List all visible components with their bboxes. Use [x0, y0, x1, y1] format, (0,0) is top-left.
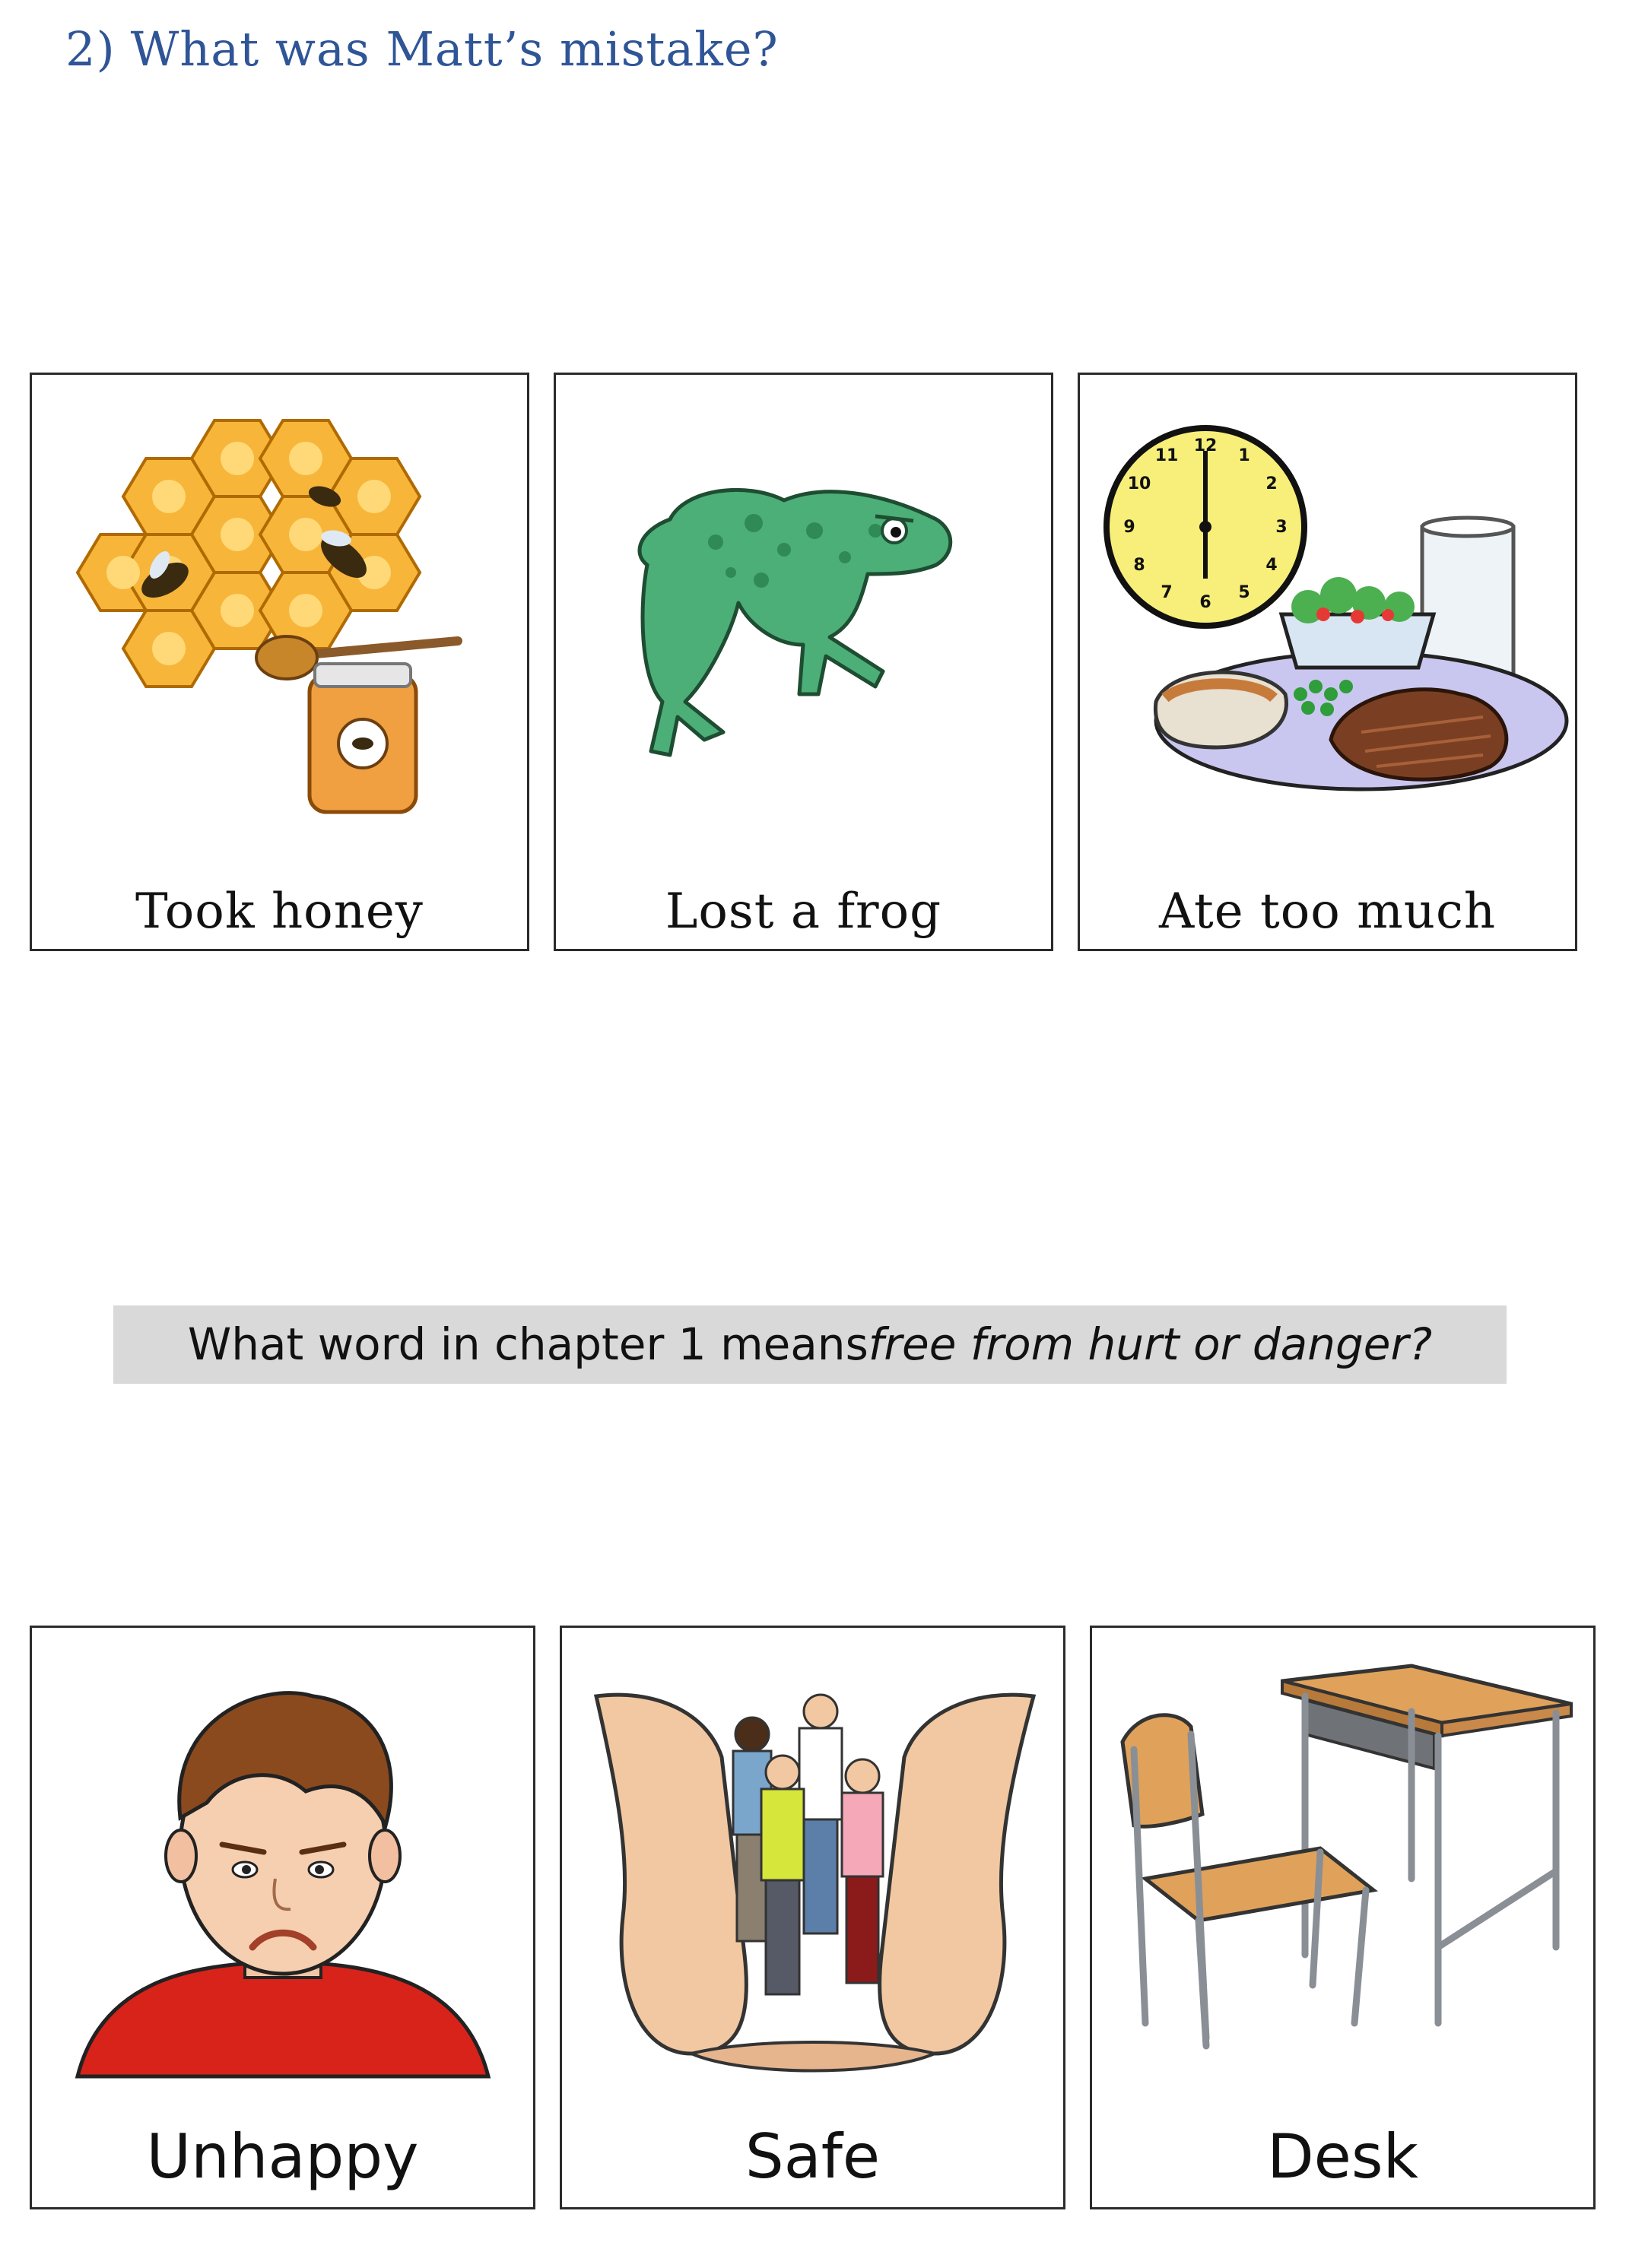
choice-label: Safe [745, 2121, 881, 2192]
dinner-plate-icon [1080, 375, 1575, 846]
cupped-hands-children-icon [562, 1628, 1063, 2084]
question-heading [65, 21, 779, 77]
choice-card-unhappy[interactable] [30, 1626, 535, 2209]
svg-text:4: 4 [1265, 556, 1278, 575]
svg-text:11: 11 [1154, 446, 1179, 465]
svg-text:8: 8 [1133, 556, 1145, 575]
svg-text:6: 6 [1199, 593, 1211, 612]
frog-icon [556, 375, 1051, 846]
choice-card-lost-frog[interactable] [554, 373, 1053, 951]
svg-text:10: 10 [1127, 474, 1151, 493]
svg-text:7: 7 [1161, 583, 1173, 602]
question-text: What was Matt’s mistake? [130, 21, 779, 77]
choice-label: Lost a frog [665, 883, 942, 940]
desk-and-chair-icon [1092, 1628, 1593, 2084]
svg-text:2: 2 [1265, 474, 1278, 493]
question-number: 2) [65, 21, 116, 77]
choice-card-ate-too-much[interactable] [1078, 373, 1577, 951]
unhappy-boy-icon [32, 1628, 533, 2084]
honeycomb-icon [32, 375, 527, 846]
svg-text:5: 5 [1238, 583, 1250, 602]
vocab-question-prefix: What word in chapter 1 means [187, 1318, 868, 1370]
choice-card-desk[interactable] [1090, 1626, 1596, 2209]
choice-label: Took honey [135, 883, 424, 940]
vocab-question-banner [113, 1305, 1507, 1384]
choice-card-took-honey[interactable] [30, 373, 529, 951]
svg-text:3: 3 [1275, 518, 1288, 537]
choice-card-safe[interactable] [560, 1626, 1065, 2209]
clock-icon [1107, 428, 1304, 626]
vocab-question-phrase: free from hurt or danger? [868, 1318, 1433, 1370]
svg-text:1: 1 [1238, 446, 1250, 465]
choice-label: Ate too much [1158, 883, 1497, 940]
svg-text:9: 9 [1123, 518, 1135, 537]
choice-label: Desk [1267, 2121, 1418, 2192]
choice-label: Unhappy [146, 2121, 419, 2192]
svg-text:12: 12 [1193, 436, 1218, 455]
